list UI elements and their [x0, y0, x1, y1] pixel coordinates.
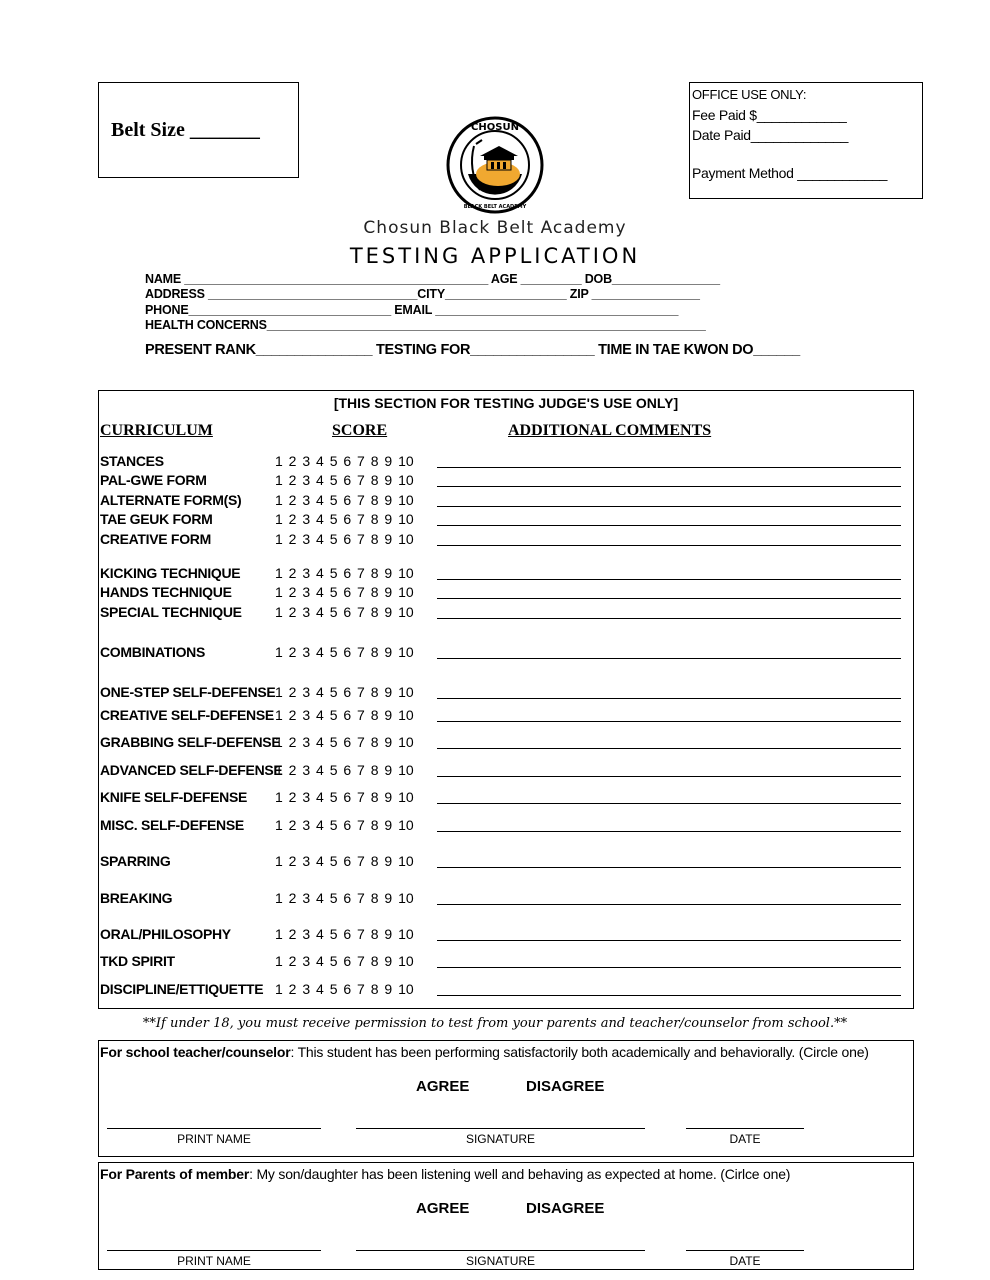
comment-line[interactable] [437, 506, 901, 507]
teacher-disagree-option[interactable]: DISAGREE [526, 1078, 605, 1095]
score-scale[interactable]: 1 2 3 4 5 6 7 8 9 10 [275, 565, 414, 581]
comment-line[interactable] [437, 995, 901, 996]
score-scale[interactable]: 1 2 3 4 5 6 7 8 9 10 [275, 531, 414, 547]
comment-line[interactable] [437, 721, 901, 722]
curriculum-row [99, 684, 913, 704]
score-scale[interactable]: 1 2 3 4 5 6 7 8 9 10 [275, 762, 414, 778]
curriculum-item-label: MISC. SELF-DEFENSE [100, 817, 244, 833]
curriculum-item-label: KICKING TECHNIQUE [100, 565, 241, 581]
curriculum-item-label: ORAL/PHILOSOPHY [100, 926, 231, 942]
score-scale[interactable]: 1 2 3 4 5 6 7 8 9 10 [275, 926, 414, 942]
curriculum-item-label: SPECIAL TECHNIQUE [100, 604, 242, 620]
teacher-date-label: DATE [729, 1132, 761, 1146]
curriculum-item-label: STANCES [100, 453, 164, 469]
curriculum-row [99, 817, 913, 837]
applicant-name-age-dob[interactable]: NAME _____________________________________________ AGE _________ DOB________________ [145, 272, 720, 286]
comment-line[interactable] [437, 618, 901, 619]
comment-line[interactable] [437, 545, 901, 546]
score-scale[interactable]: 1 2 3 4 5 6 7 8 9 10 [275, 707, 414, 723]
chosun-logo-icon [446, 116, 544, 214]
score-scale[interactable]: 1 2 3 4 5 6 7 8 9 10 [275, 453, 414, 469]
curriculum-row [99, 644, 913, 664]
curriculum-item-label: TKD SPIRIT [100, 953, 175, 969]
curriculum-row [99, 472, 913, 492]
curriculum-item-label: KNIFE SELF-DEFENSE [100, 789, 248, 805]
parent-signature-line[interactable] [356, 1250, 645, 1251]
comment-line[interactable] [437, 525, 901, 526]
score-scale[interactable]: 1 2 3 4 5 6 7 8 9 10 [275, 817, 414, 833]
judge-section-title: [THIS SECTION FOR TESTING JUDGE'S USE ONLY] [333, 395, 679, 411]
curriculum-row [99, 511, 913, 531]
score-scale[interactable]: 1 2 3 4 5 6 7 8 9 10 [275, 604, 414, 620]
comment-line[interactable] [437, 904, 901, 905]
applicant-rank-row[interactable]: PRESENT RANK_______________ TESTING FOR________________ TIME IN TAE KWON DO______ [145, 342, 800, 358]
curriculum-row [99, 565, 913, 585]
curriculum-item-label: ALTERNATE FORM(S) [100, 492, 242, 508]
score-scale[interactable]: 1 2 3 4 5 6 7 8 9 10 [275, 511, 414, 527]
comment-line[interactable] [437, 803, 901, 804]
comments-header: ADDITIONAL COMMENTS [508, 422, 712, 439]
permission-note: **If under 18, you must receive permission to test from your parents and teacher/counselor from school.** [142, 1016, 848, 1031]
comment-line[interactable] [437, 467, 901, 468]
curriculum-header: CURRICULUM [100, 422, 213, 439]
score-scale[interactable]: 1 2 3 4 5 6 7 8 9 10 [275, 492, 414, 508]
curriculum-row [99, 584, 913, 604]
teacher-signature-line[interactable] [356, 1128, 645, 1129]
score-scale[interactable]: 1 2 3 4 5 6 7 8 9 10 [275, 584, 414, 600]
score-scale[interactable]: 1 2 3 4 5 6 7 8 9 10 [275, 684, 414, 700]
parent-signature-label: SIGNATURE [465, 1254, 536, 1268]
curriculum-item-label: TAE GEUK FORM [100, 511, 213, 527]
teacher-print-name-line[interactable] [107, 1128, 321, 1129]
score-header: SCORE [332, 422, 388, 439]
teacher-heading: For school teacher/counselor [100, 1044, 291, 1060]
score-scale[interactable]: 1 2 3 4 5 6 7 8 9 10 [275, 472, 414, 488]
comment-line[interactable] [437, 831, 901, 832]
score-scale[interactable]: 1 2 3 4 5 6 7 8 9 10 [275, 734, 414, 750]
form-title: TESTING APPLICATION [349, 244, 641, 268]
curriculum-row [99, 953, 913, 973]
comment-line[interactable] [437, 598, 901, 599]
curriculum-item-label: CREATIVE SELF-DEFENSE [100, 707, 274, 723]
curriculum-row [99, 762, 913, 782]
curriculum-row [99, 853, 913, 873]
date-paid-field[interactable]: Date Paid_____________ [692, 127, 849, 143]
curriculum-item-label: SPARRING [100, 853, 171, 869]
teacher-consent-box [98, 1040, 914, 1157]
comment-line[interactable] [437, 658, 901, 659]
score-scale[interactable]: 1 2 3 4 5 6 7 8 9 10 [275, 789, 414, 805]
curriculum-row [99, 926, 913, 946]
belt-size-box [98, 82, 299, 178]
parent-agree-option[interactable]: AGREE [416, 1200, 470, 1217]
curriculum-item-label: PAL-GWE FORM [100, 472, 207, 488]
teacher-print-name-label: PRINT NAME [177, 1132, 251, 1146]
comment-line[interactable] [437, 579, 901, 580]
comment-line[interactable] [437, 698, 901, 699]
score-scale[interactable]: 1 2 3 4 5 6 7 8 9 10 [275, 644, 414, 660]
curriculum-item-label: GRABBING SELF-DEFENSE [100, 734, 281, 750]
logo-text-top: CHOSUN [471, 122, 519, 133]
applicant-health-concerns[interactable]: HEALTH CONCERNS_________________________________________________________________ [145, 318, 706, 332]
comment-line[interactable] [437, 940, 901, 941]
applicant-address-city-zip[interactable]: ADDRESS _______________________________CITY__________________ ZIP ________________ [145, 287, 700, 301]
parent-date-label: DATE [729, 1254, 761, 1268]
teacher-date-line[interactable] [686, 1128, 804, 1129]
parent-statement [100, 1166, 790, 1182]
teacher-text: : This student has been performing satisfactorily both academically and behaviorally. (Circle one) [290, 1044, 869, 1060]
score-scale[interactable]: 1 2 3 4 5 6 7 8 9 10 [275, 853, 414, 869]
score-scale[interactable]: 1 2 3 4 5 6 7 8 9 10 [275, 953, 414, 969]
curriculum-row [99, 981, 913, 1001]
curriculum-item-label: BREAKING [100, 890, 173, 906]
parent-heading: For Parents of member [100, 1166, 250, 1182]
curriculum-row [99, 734, 913, 754]
parent-print-name-label: PRINT NAME [177, 1254, 251, 1268]
curriculum-row [99, 531, 913, 551]
academy-name: Chosun Black Belt Academy [363, 218, 627, 238]
parent-disagree-option[interactable]: DISAGREE [526, 1200, 605, 1217]
comment-line[interactable] [437, 967, 901, 968]
teacher-agree-option[interactable]: AGREE [416, 1078, 470, 1095]
curriculum-item-label: ONE-STEP SELF-DEFENSE [100, 684, 276, 700]
parent-text: : My son/daughter has been listening well and behaving as expected at home. (Cirlce one) [249, 1166, 791, 1182]
comment-line[interactable] [437, 867, 901, 868]
office-use-box [689, 82, 923, 199]
belt-size-label: Belt Size _______ [111, 119, 260, 141]
curriculum-row [99, 890, 913, 910]
payment-method-field[interactable]: Payment Method ____________ [692, 165, 888, 181]
score-scale[interactable]: 1 2 3 4 5 6 7 8 9 10 [275, 981, 414, 997]
curriculum-row [99, 789, 913, 809]
comment-line[interactable] [437, 486, 901, 487]
curriculum-item-label: COMBINATIONS [100, 644, 206, 660]
curriculum-item-label: HANDS TECHNIQUE [100, 584, 232, 600]
curriculum-item-label: CREATIVE FORM [100, 531, 211, 547]
curriculum-item-label: ADVANCED SELF-DEFENSE [100, 762, 283, 778]
applicant-phone-email[interactable]: PHONE______________________________ EMAIL ____________________________________ [145, 303, 679, 317]
curriculum-row [99, 453, 913, 473]
judge-section [98, 390, 914, 1009]
curriculum-row [99, 604, 913, 624]
parent-date-line[interactable] [686, 1250, 804, 1251]
teacher-signature-label: SIGNATURE [465, 1132, 536, 1146]
fee-paid-field[interactable]: Fee Paid $____________ [692, 107, 847, 123]
curriculum-row [99, 707, 913, 727]
teacher-statement [100, 1044, 869, 1060]
logo-text-bottom: BLACK BELT ACADEMY [463, 204, 527, 210]
comment-line[interactable] [437, 776, 901, 777]
curriculum-item-label: DISCIPLINE/ETTIQUETTE [100, 981, 264, 997]
office-use-title: OFFICE USE ONLY: [692, 87, 807, 102]
comment-line[interactable] [437, 748, 901, 749]
curriculum-row [99, 492, 913, 512]
score-scale[interactable]: 1 2 3 4 5 6 7 8 9 10 [275, 890, 414, 906]
parent-consent-box [98, 1162, 914, 1270]
parent-print-name-line[interactable] [107, 1250, 321, 1251]
